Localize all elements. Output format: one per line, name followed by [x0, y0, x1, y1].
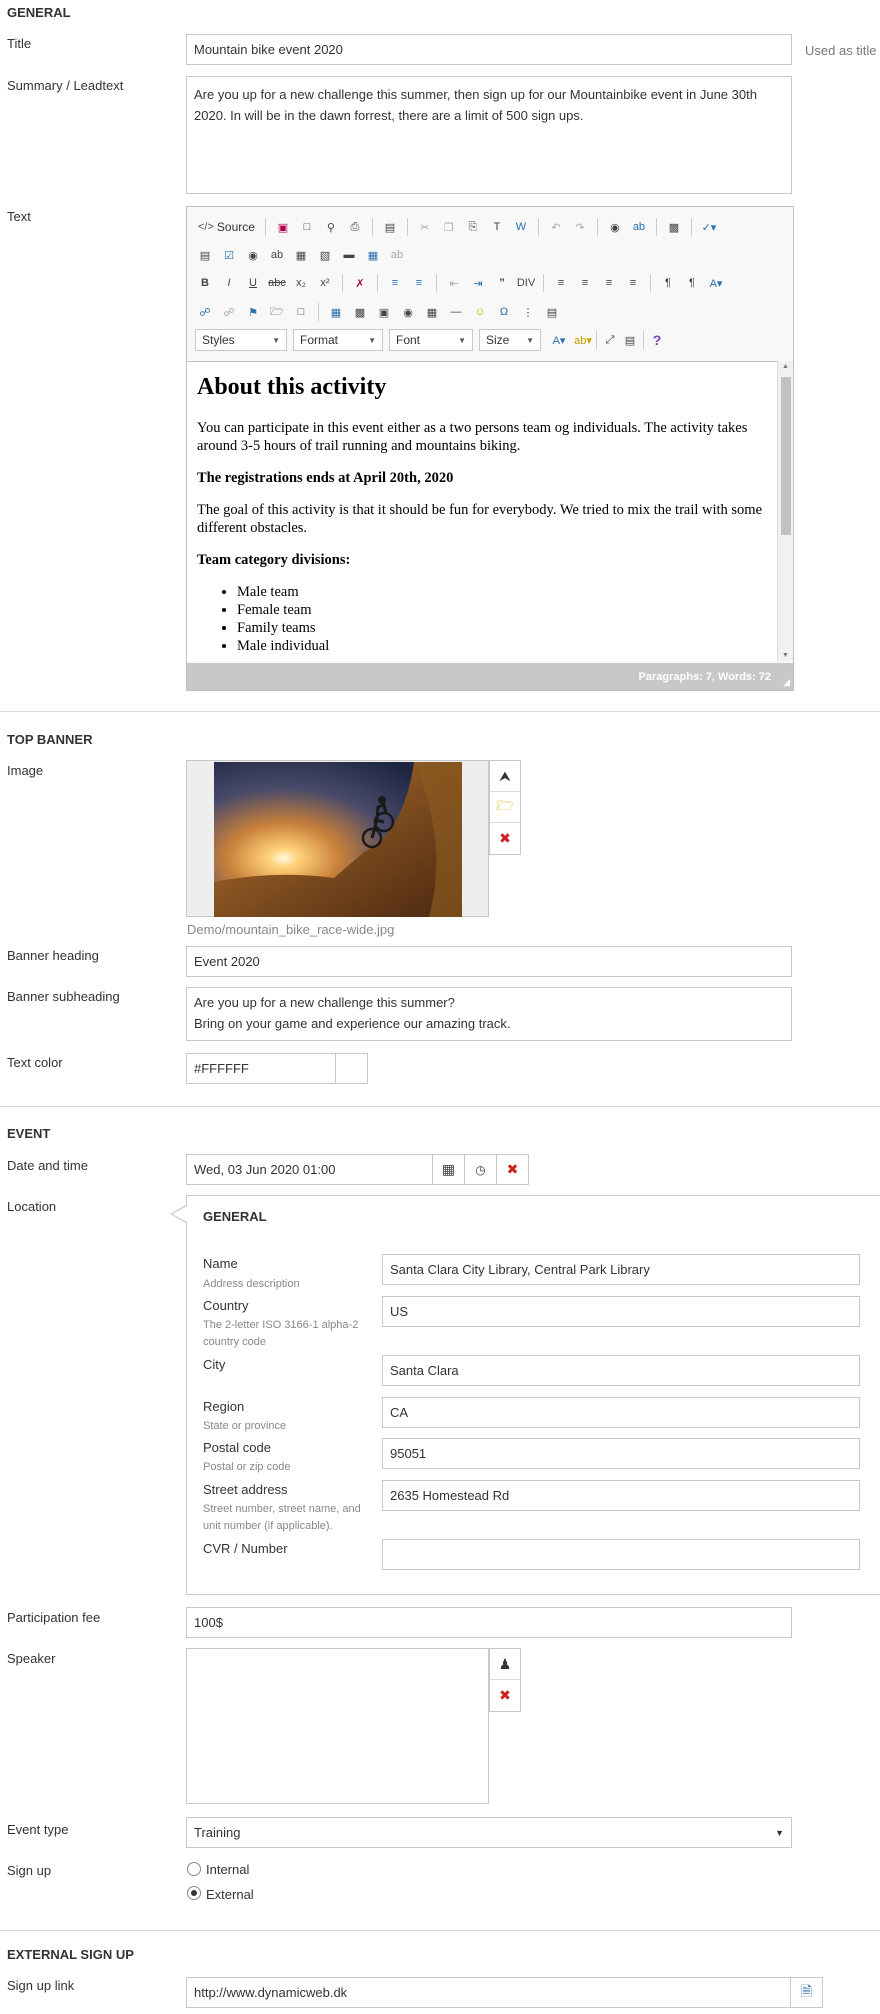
- summary-textarea[interactable]: Are you up for a new challenge this summer, then sign up for our Mountainbike event in June 30th 2020. In will be in the dawn forrest, there are a limit of 500 sign ups.: [186, 76, 792, 194]
- templates-icon[interactable]: ▤: [384, 221, 396, 234]
- loc-street-label: Street address: [203, 1482, 288, 1497]
- speaker-label: Speaker: [7, 1651, 56, 1666]
- media-icon[interactable]: ▩: [354, 306, 366, 319]
- divider: [0, 711, 880, 712]
- strike-icon[interactable]: abc: [268, 277, 286, 289]
- content-list: [237, 583, 769, 655]
- chevron-down-icon: ▼: [368, 335, 376, 345]
- location-general-heading: GENERAL: [203, 1209, 267, 1224]
- text-color-input[interactable]: #FFFFFF: [186, 1053, 336, 1084]
- underline-icon[interactable]: U: [249, 277, 257, 289]
- remove-format-icon[interactable]: ✗: [355, 277, 365, 290]
- event-type-label: Event type: [7, 1822, 69, 1837]
- user-icon[interactable]: ♟: [490, 1649, 520, 1680]
- banner-image: [214, 762, 462, 917]
- signup-internal-radio[interactable]: [187, 1862, 201, 1876]
- event-type-value: Training: [194, 1825, 241, 1840]
- editor-toolbar-row-2: [195, 243, 407, 267]
- list-item: • Male individual: [237, 637, 769, 655]
- editor-toolbar-row-5: [195, 328, 667, 352]
- editor-status-bar: [187, 663, 793, 690]
- save-icon[interactable]: ▣: [277, 221, 289, 234]
- smiley-icon[interactable]: ☺: [474, 306, 486, 318]
- outdent-icon[interactable]: ⇤: [449, 277, 459, 290]
- signup-external-label: External: [206, 1887, 254, 1902]
- size-label: Size: [486, 333, 510, 347]
- italic-icon[interactable]: I: [227, 277, 231, 289]
- hidden-field-icon[interactable]: ab: [390, 249, 404, 261]
- word-count: Paragraphs: 7, Words: 72: [638, 670, 771, 683]
- list-item: • Female team: [237, 601, 769, 619]
- section-event-heading: EVENT: [7, 1126, 51, 1141]
- divider: [0, 1106, 880, 1107]
- signup-link-input[interactable]: http://www.dynamicweb.dk: [194, 1985, 348, 2000]
- title-hint: Used as title: [805, 43, 877, 58]
- text-label: Text: [7, 209, 31, 224]
- loc-street-desc: Street number, street name, and unit number (if applicable).: [203, 1503, 361, 1532]
- spellcheck-icon[interactable]: ✓▾: [701, 221, 717, 234]
- chevron-down-icon: ▼: [272, 335, 280, 345]
- file-icon[interactable]: □: [297, 306, 305, 318]
- clear-image-icon[interactable]: ✖: [499, 830, 511, 846]
- print-icon[interactable]: ⎙: [350, 220, 360, 233]
- scroll-down-icon[interactable]: ▼: [782, 652, 789, 659]
- source-button[interactable]: [195, 220, 258, 234]
- loc-cvr-input[interactable]: [382, 1539, 860, 1570]
- location-label: Location: [7, 1199, 57, 1214]
- redo-icon[interactable]: ↷: [575, 221, 585, 234]
- table-icon[interactable]: ▦: [426, 306, 438, 319]
- resize-handle-icon[interactable]: ◢: [783, 677, 790, 687]
- size-dropdown[interactable]: [479, 329, 541, 351]
- special-char-icon[interactable]: Ω: [499, 306, 509, 318]
- chevron-down-icon: ▼: [775, 1827, 784, 1838]
- ltr-icon[interactable]: ¶: [665, 277, 671, 289]
- clear-date-icon[interactable]: ✖: [496, 1155, 528, 1184]
- loc-city-input[interactable]: Santa Clara: [382, 1355, 860, 1386]
- signup-link-field: [186, 1977, 823, 2008]
- unlink-icon[interactable]: ☍: [223, 306, 235, 319]
- title-input[interactable]: Mountain bike event 2020: [186, 34, 792, 65]
- paste-icon[interactable]: ⎘: [468, 220, 478, 233]
- event-type-select[interactable]: [186, 1817, 792, 1848]
- file-icon[interactable]: 🗎: [790, 1978, 822, 2007]
- replace-icon[interactable]: ab: [632, 221, 646, 233]
- banner-subheading-textarea[interactable]: [186, 987, 792, 1041]
- paste-word-icon[interactable]: W: [515, 221, 527, 233]
- loc-postal-label: Postal code: [203, 1440, 271, 1455]
- loc-city-label: City: [203, 1357, 226, 1372]
- textarea-icon[interactable]: ▦: [295, 249, 307, 262]
- section-external-heading: EXTERNAL SIGN UP: [7, 1947, 134, 1962]
- source-icon: </>: [198, 221, 214, 233]
- editor-toolbar-row-3: [195, 271, 726, 295]
- image-preview[interactable]: [186, 760, 489, 917]
- signup-external-radio[interactable]: [187, 1886, 201, 1900]
- divider: [0, 1930, 880, 1931]
- format-label: Format: [300, 333, 339, 347]
- loc-street-input[interactable]: 2635 Homestead Rd: [382, 1480, 860, 1511]
- editor-content[interactable]: [187, 361, 779, 661]
- page-break-icon[interactable]: ⋮: [522, 306, 534, 319]
- superscript-icon[interactable]: x²: [320, 277, 330, 289]
- anchor-icon[interactable]: ⚑: [248, 306, 258, 319]
- align-center-icon[interactable]: ≡: [581, 277, 589, 289]
- textfield-icon[interactable]: ab: [270, 249, 284, 261]
- help-icon[interactable]: ?: [652, 332, 662, 348]
- hr-icon[interactable]: —: [450, 306, 462, 318]
- title-label: Title: [7, 36, 32, 51]
- blockquote-icon[interactable]: ”: [499, 277, 505, 289]
- open-folder-icon[interactable]: 🗁: [270, 305, 284, 318]
- scrollbar-thumb[interactable]: [781, 377, 791, 535]
- select-icon[interactable]: ▧: [319, 249, 331, 262]
- form-icon[interactable]: ▤: [199, 249, 211, 262]
- loc-name-desc: Address description: [203, 1278, 300, 1290]
- list-item: • Male team: [237, 583, 769, 601]
- content-paragraph-3: The goal of this activity is that it should be fun for everybody. We tried to mix the trail with some different obstacles.: [197, 502, 763, 536]
- gallery-icon[interactable]: ▣: [378, 306, 390, 319]
- upload-icon[interactable]: ⮝: [490, 761, 520, 792]
- image-label: Image: [7, 763, 44, 778]
- loc-region-input[interactable]: CA: [382, 1397, 860, 1428]
- text-color-icon[interactable]: A▾: [552, 334, 566, 347]
- checkbox-icon[interactable]: ☑: [224, 249, 234, 262]
- subheading-line: Bring on your game and experience our amazing track.: [194, 1016, 511, 1031]
- link-icon[interactable]: ☍: [199, 306, 211, 319]
- speaker-box[interactable]: [186, 1648, 489, 1804]
- styles-label: Styles: [202, 333, 235, 347]
- flash-icon[interactable]: ◉: [403, 306, 413, 319]
- rtl-icon[interactable]: ¶: [689, 277, 695, 289]
- language-icon[interactable]: A▾: [709, 277, 723, 290]
- clear-speaker-icon[interactable]: ✖: [499, 1687, 511, 1703]
- banner-subheading-label: Banner subheading: [7, 989, 120, 1004]
- text-color-label: Text color: [7, 1055, 63, 1070]
- loc-country-input[interactable]: US: [382, 1296, 860, 1327]
- content-paragraph-1: You can participate in this event either as a two persons team og individuals. The activity takes around 3-5 hours of trail running and mountains biking.: [197, 420, 748, 454]
- select-all-icon[interactable]: ▩: [668, 221, 680, 234]
- banner-heading-label: Banner heading: [7, 948, 99, 963]
- section-general-heading: GENERAL: [7, 5, 71, 20]
- rich-text-editor: [186, 206, 794, 691]
- loc-region-label: Region: [203, 1399, 245, 1414]
- show-blocks-icon[interactable]: ▤: [624, 334, 636, 347]
- align-right-icon[interactable]: ≡: [605, 277, 613, 289]
- subheading-line: Are you up for a new challenge this summer?: [194, 995, 455, 1010]
- loc-postal-input[interactable]: 95051: [382, 1438, 860, 1469]
- loc-postal-desc: Postal or zip code: [203, 1461, 291, 1473]
- styles-dropdown[interactable]: [195, 329, 287, 351]
- image-icon[interactable]: ▦: [330, 306, 342, 319]
- loc-region-desc: State or province: [203, 1420, 287, 1432]
- radio-icon[interactable]: ◉: [248, 249, 258, 262]
- loc-country-desc: The 2-letter ISO 3166-1 alpha-2 country code: [203, 1319, 359, 1348]
- numbered-list-icon[interactable]: ≡: [391, 277, 399, 289]
- signup-link-label: Sign up link: [7, 1978, 75, 1993]
- clock-icon[interactable]: ◷: [464, 1155, 496, 1184]
- chevron-down-icon: ▼: [526, 335, 534, 345]
- subscript-icon[interactable]: x₂: [296, 277, 306, 289]
- image-path: Demo/mountain_bike_race-wide.jpg: [187, 922, 395, 937]
- button-icon[interactable]: ▬: [343, 249, 355, 261]
- align-left-icon[interactable]: ≡: [557, 277, 565, 289]
- source-label: Source: [216, 220, 255, 234]
- undo-icon[interactable]: ↶: [551, 221, 561, 234]
- loc-name-label: Name: [203, 1256, 238, 1271]
- cut-icon[interactable]: ✂: [420, 221, 430, 234]
- div-icon[interactable]: DIV: [516, 277, 536, 289]
- folder-icon[interactable]: 🗁: [490, 792, 520, 823]
- editor-scrollbar[interactable]: [777, 361, 793, 661]
- editor-toolbar-row-4: [195, 300, 562, 324]
- content-paragraph-2: The registrations ends at April 20th, 2020: [197, 470, 454, 486]
- iframe-icon[interactable]: ▤: [546, 306, 558, 319]
- paste-text-icon[interactable]: T: [493, 221, 501, 233]
- summary-label: Summary / Leadtext: [7, 78, 124, 93]
- loc-country-label: Country: [203, 1298, 249, 1313]
- section-banner-heading: TOP BANNER: [7, 732, 93, 747]
- signup-internal-label: Internal: [206, 1862, 250, 1877]
- copy-icon[interactable]: ❐: [444, 221, 454, 234]
- bg-color-icon[interactable]: ab▾: [574, 334, 592, 347]
- date-label: Date and time: [7, 1158, 88, 1173]
- format-dropdown[interactable]: [293, 329, 383, 351]
- preview-icon[interactable]: ⚲: [326, 221, 335, 234]
- bulleted-list-icon[interactable]: ≡: [415, 277, 423, 289]
- content-heading: About this activity: [197, 374, 387, 400]
- date-input[interactable]: Wed, 03 Jun 2020 01:00: [194, 1162, 336, 1177]
- signup-label: Sign up: [7, 1863, 52, 1878]
- fee-label: Participation fee: [7, 1610, 101, 1625]
- loc-cvr-label: CVR / Number: [203, 1541, 288, 1556]
- indent-icon[interactable]: ⇥: [473, 277, 483, 290]
- maximize-icon[interactable]: ⤢: [605, 333, 615, 346]
- align-justify-icon[interactable]: ≡: [629, 277, 637, 289]
- calendar-icon[interactable]: ▦: [432, 1155, 464, 1184]
- scroll-up-icon[interactable]: ▲: [782, 363, 789, 370]
- list-item: • Family teams: [237, 619, 769, 637]
- find-icon[interactable]: ◉: [610, 221, 620, 234]
- image-button-icon[interactable]: ▦: [367, 249, 379, 262]
- loc-name-input[interactable]: Santa Clara City Library, Central Park Library: [382, 1254, 860, 1285]
- editor-toolbar-row-1: [195, 215, 719, 239]
- fee-input[interactable]: 100$: [186, 1607, 792, 1638]
- popover-arrow-inner: [172, 1206, 187, 1222]
- font-label: Font: [396, 333, 421, 347]
- new-page-icon[interactable]: □: [303, 221, 311, 233]
- image-actions: [489, 760, 521, 855]
- bold-icon[interactable]: B: [201, 277, 209, 289]
- color-swatch[interactable]: [335, 1053, 368, 1084]
- content-paragraph-4: Team category divisions:: [197, 552, 351, 568]
- font-dropdown[interactable]: [389, 329, 473, 351]
- banner-heading-input[interactable]: Event 2020: [186, 946, 792, 977]
- speaker-actions: [489, 1648, 521, 1712]
- chevron-down-icon: ▼: [458, 335, 466, 345]
- date-picker: [186, 1154, 529, 1185]
